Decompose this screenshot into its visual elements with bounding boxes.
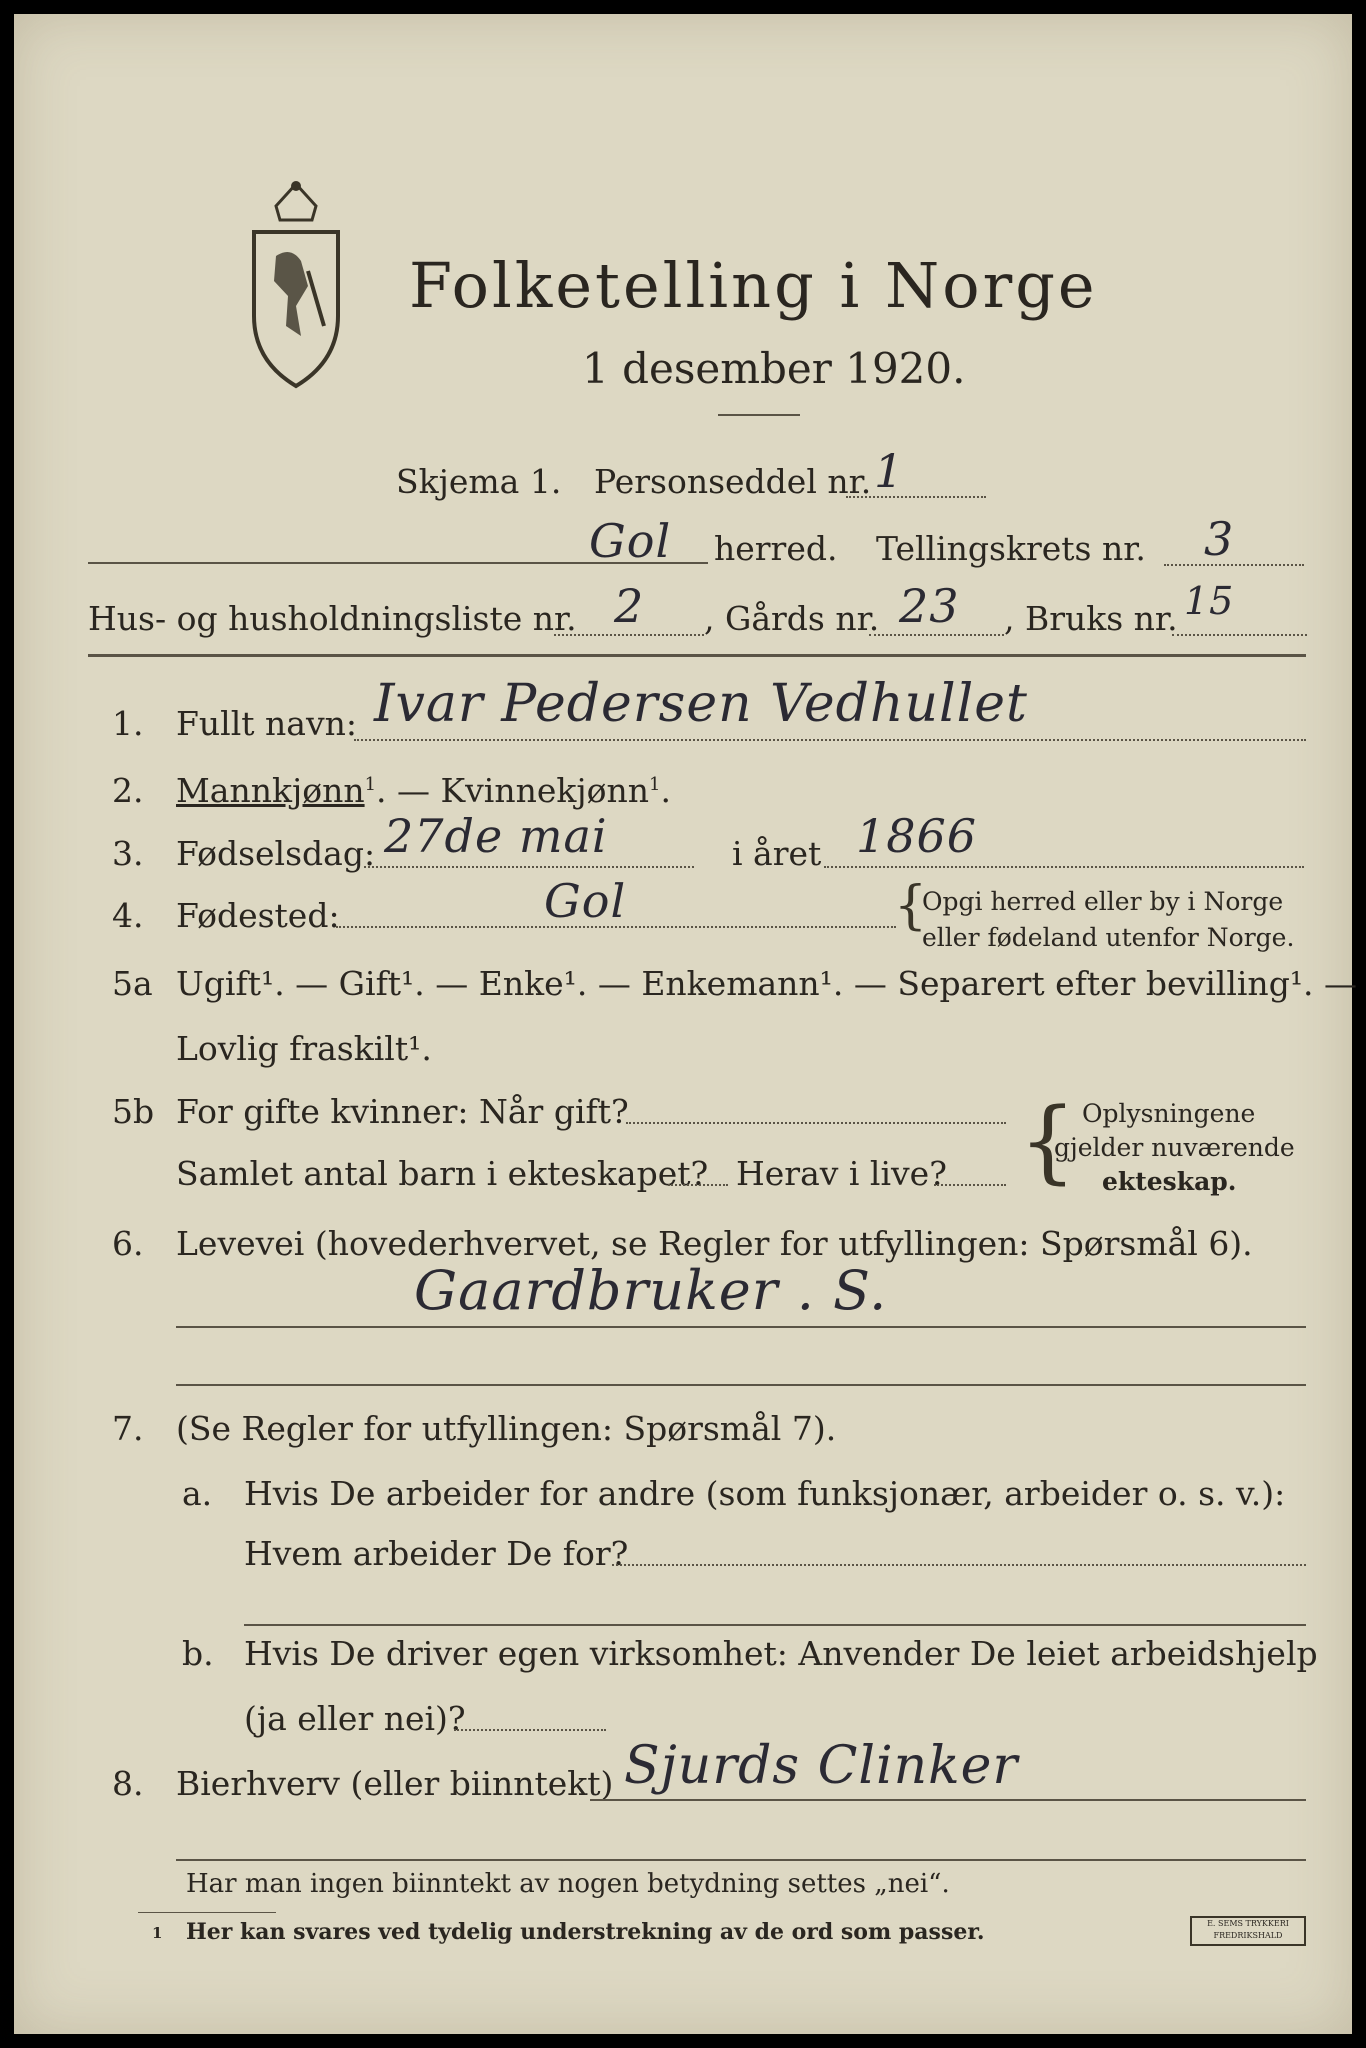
birthday-value[interactable]: 27de mai — [384, 809, 608, 863]
tellingskrets-label: Tellingskrets nr. — [876, 529, 1146, 568]
q2-number: 2. — [112, 771, 144, 810]
q7-label: (Se Regler for utfyllingen: Spørsmål 7). — [176, 1409, 837, 1448]
side-income-value[interactable]: Sjurds Clinker — [624, 1736, 1019, 1796]
herred-value[interactable]: Gol — [589, 514, 672, 568]
footnote-marker: 1 — [152, 1924, 163, 1942]
q5b-number: 5b — [112, 1092, 155, 1131]
herred-label: herred. — [714, 529, 838, 568]
gender-female[interactable]: Kvinnekjønn — [440, 771, 650, 810]
hus-line — [554, 634, 704, 636]
personseddel-label: Personseddel nr. — [594, 462, 872, 501]
marital-status-divorced[interactable]: Lovlig fraskilt¹. — [176, 1029, 432, 1068]
gender-end: . — [660, 771, 671, 810]
gender-male[interactable]: Mannkjønn — [176, 771, 365, 810]
side-income-line-2 — [176, 1859, 1306, 1861]
gender-options[interactable] — [176, 771, 671, 810]
gards-line — [869, 634, 1004, 636]
q7a-line1: Hvis De arbeider for andre (som funksjonær, arbeider o. s. v.): — [244, 1474, 1286, 1513]
hus-label: Hus- og husholdningsliste nr. — [88, 599, 577, 638]
marital-status-options[interactable]: Ugift¹. — Gift¹. — Enke¹. — Enkemann¹. — Separert efter bevilling¹. — — [176, 964, 1358, 1003]
form-title: Folketelling i Norge — [409, 249, 1098, 322]
birthplace-brace: { — [894, 876, 928, 936]
children-label: Samlet antal barn i ekteskapet? — [176, 1154, 709, 1193]
marriage-note-2: gjelder nuværende — [1054, 1133, 1295, 1162]
birth-year-value[interactable]: 1866 — [856, 809, 978, 863]
census-date: 1 desember 1920. — [582, 344, 966, 393]
q5a-number: 5a — [112, 964, 153, 1003]
q4-number: 4. — [112, 896, 144, 935]
personseddel-line — [846, 496, 986, 498]
marriage-note-1: Oplysningene — [1082, 1099, 1256, 1128]
footnote-rule — [138, 1912, 276, 1913]
side-income-label: Bierhverv (eller biinntekt) — [176, 1764, 614, 1803]
occupation-line-1 — [176, 1326, 1306, 1328]
children-line — [668, 1184, 728, 1186]
q7b-line1: Hvis De driver egen virksomhet: Anvender De leiet arbeidshjelp — [244, 1634, 1318, 1673]
full-name-value[interactable]: Ivar Pedersen Vedhullet — [374, 674, 1028, 734]
q1-label: Fullt navn: — [176, 704, 357, 743]
married-when-line — [626, 1122, 1006, 1124]
gards-label: , Gårds nr. — [704, 599, 880, 638]
skjema-label: Skjema 1. — [396, 462, 562, 501]
birthplace-note-1: Opgi herred eller by i Norge — [922, 887, 1284, 916]
birthday-line — [364, 866, 694, 868]
gender-separator: . — — [376, 771, 441, 810]
full-name-line — [354, 739, 1306, 741]
birthplace-value[interactable]: Gol — [544, 874, 627, 928]
gender-male-footnote: 1 — [364, 774, 377, 795]
year-label: i året — [732, 834, 822, 873]
birthplace-line — [336, 926, 896, 928]
employer-line-2 — [244, 1624, 1306, 1626]
q3-number: 3. — [112, 834, 144, 873]
hired-help-label: (ja eller nei)? — [244, 1699, 466, 1738]
marriage-brace: { — [1019, 1089, 1077, 1194]
occupation-line-2 — [176, 1384, 1306, 1386]
bruks-label: , Bruks nr. — [1004, 599, 1178, 638]
q7a-number: a. — [182, 1474, 213, 1513]
tellingskrets-line — [1164, 564, 1304, 566]
printer-stamp: E. SEMS TRYKKERI FREDRIKSHALD — [1190, 1916, 1306, 1946]
bruks-value[interactable]: 15 — [1184, 579, 1235, 623]
occupation-label: Levevei (hovederhvervet, se Regler for utfyllingen: Spørsmål 6). — [176, 1224, 1253, 1263]
marriage-note-3: ekteskap. — [1102, 1167, 1237, 1196]
no-income-note: Har man ingen biinntekt av nogen betydning settes „nei“. — [186, 1869, 950, 1899]
q7b-number: b. — [182, 1634, 214, 1673]
occupation-value[interactable]: Gaardbruker . S. — [414, 1259, 888, 1322]
q8-number: 8. — [112, 1764, 144, 1803]
coat-of-arms-icon — [246, 176, 346, 391]
hired-help-line — [454, 1729, 606, 1731]
census-form — [14, 14, 1358, 2034]
q3-label: Fødselsdag: — [176, 834, 376, 873]
tellingskrets-value[interactable]: 3 — [1204, 512, 1235, 566]
alive-label: Herav i live? — [736, 1154, 947, 1193]
gender-female-footnote: 1 — [649, 774, 661, 795]
side-income-line — [590, 1799, 1306, 1801]
alive-line — [934, 1184, 1006, 1186]
birthplace-note-2: eller fødeland utenfor Norge. — [922, 923, 1295, 952]
header-rule — [88, 654, 1306, 657]
footnote-text: Her kan svares ved tydelig understrekning av de ord som passer. — [186, 1919, 985, 1945]
personseddel-value[interactable]: 1 — [874, 444, 905, 498]
employer-line — [612, 1564, 1306, 1566]
birth-year-line — [824, 866, 1304, 868]
gards-value[interactable]: 23 — [899, 579, 960, 633]
hus-value[interactable]: 2 — [614, 579, 645, 633]
q1-number: 1. — [112, 704, 144, 743]
married-when-label: For gifte kvinner: Når gift? — [176, 1092, 629, 1131]
q6-number: 6. — [112, 1224, 144, 1263]
employer-label: Hvem arbeider De for? — [244, 1534, 629, 1573]
q4-label: Fødested: — [176, 896, 340, 935]
bruks-line — [1172, 634, 1307, 636]
title-divider — [718, 414, 800, 416]
q7-number: 7. — [112, 1409, 144, 1448]
